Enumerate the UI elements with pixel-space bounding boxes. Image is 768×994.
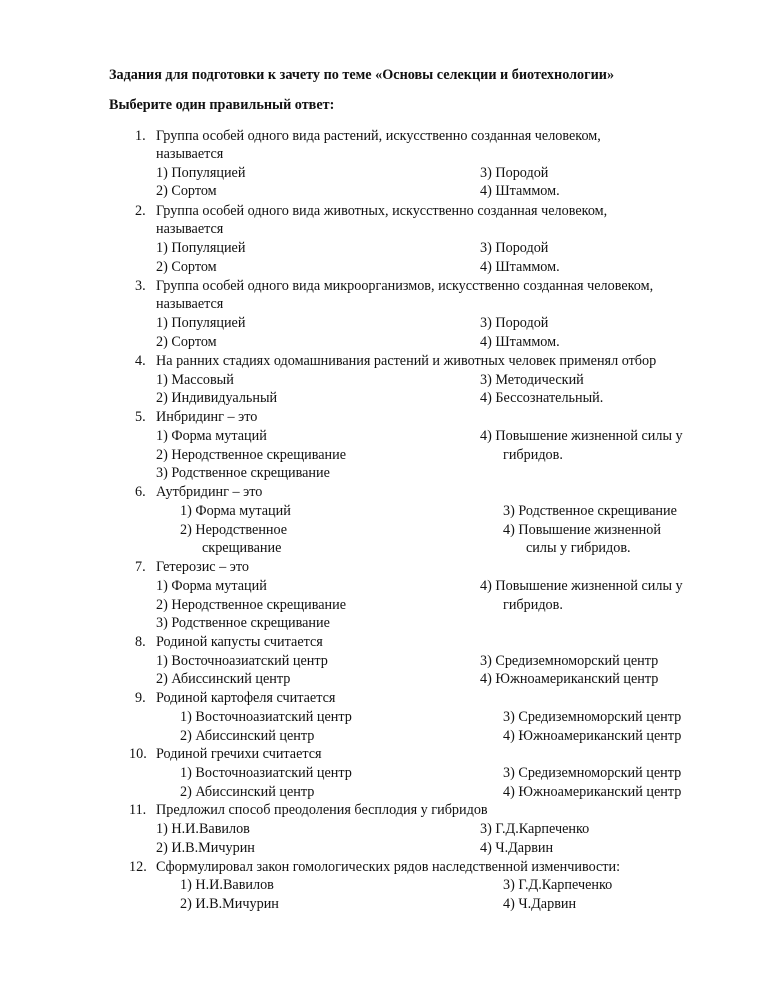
question-text: Аутбридинг – это — [156, 484, 263, 500]
question-number: 1. — [135, 128, 146, 144]
question-number: 4. — [135, 353, 146, 369]
question-number: 6. — [135, 484, 146, 500]
answer-option: 4) Ч.Дарвин — [480, 840, 554, 856]
question-text: Предложил способ преодоления бесплодия у гибридов — [156, 802, 488, 818]
answer-option: 4) Штаммом. — [480, 334, 560, 350]
document-title: Задания для подготовки к зачету по теме «Основы селекции и биотехнологии» — [109, 67, 615, 83]
answer-option: 4) Бессознательный. — [480, 390, 604, 406]
answer-option: скрещивание — [202, 540, 282, 556]
answer-option: 2) Сортом — [156, 183, 217, 199]
answer-option: 3) Породой — [480, 165, 549, 181]
question-number: 12. — [129, 859, 147, 875]
question-text: Родиной гречихи считается — [156, 746, 322, 762]
answer-option: 1) Восточноазиатский центр — [180, 709, 352, 725]
answer-option: 2) Абиссинский центр — [180, 728, 315, 744]
question-text: Группа особей одного вида растений, искусственно созданная человеком, — [156, 128, 601, 144]
answer-option: 1) Популяцией — [156, 315, 246, 331]
answer-option: 2) Неродственное скрещивание — [156, 447, 346, 463]
question-text: называется — [156, 296, 224, 312]
answer-option: 2) Сортом — [156, 334, 217, 350]
answer-option: 4) Повышение жизненной силы у — [480, 578, 683, 594]
question-number: 2. — [135, 203, 146, 219]
answer-option: 1) Массовый — [156, 372, 234, 388]
answer-option: 2) И.В.Мичурин — [180, 896, 279, 912]
answer-option: 1) Популяцией — [156, 165, 246, 181]
question-text: Родиной капусты считается — [156, 634, 323, 650]
answer-option: 1) Форма мутаций — [180, 503, 291, 519]
answer-option: 3) Средиземноморский центр — [480, 653, 659, 669]
answer-option: 1) Форма мутаций — [156, 428, 267, 444]
answer-option: 3) Методический — [480, 372, 584, 388]
answer-option: 2) Неродственное скрещивание — [156, 597, 346, 613]
question-text: На ранних стадиях одомашнивания растений и животных человек применял отбор — [156, 353, 657, 369]
answer-option: 3) Родственное скрещивание — [156, 465, 330, 481]
question-number: 7. — [135, 559, 146, 575]
answer-option: 3) Родственное скрещивание — [156, 615, 330, 631]
question-number: 10. — [129, 746, 147, 762]
answer-option: 4) Южноамериканский центр — [480, 671, 659, 687]
question-text: Инбридинг – это — [156, 409, 258, 425]
answer-option: 1) Восточноазиатский центр — [156, 653, 328, 669]
answer-option: 2) И.В.Мичурин — [156, 840, 255, 856]
answer-option: 1) Восточноазиатский центр — [180, 765, 352, 781]
question-number: 3. — [135, 278, 146, 294]
answer-option: 2) Неродственное — [180, 522, 288, 538]
answer-option: 3) Породой — [480, 240, 549, 256]
question-number: 9. — [135, 690, 146, 706]
answer-option: 3) Средиземноморский центр — [503, 765, 682, 781]
question-text: называется — [156, 221, 224, 237]
answer-option: гибридов. — [503, 597, 563, 613]
answer-option: 2) Сортом — [156, 259, 217, 275]
answer-option: 4) Южноамериканский центр — [503, 784, 682, 800]
question-text: Группа особей одного вида микроорганизмов, искусственно созданная человеком, — [156, 278, 654, 294]
answer-option: 4) Ч.Дарвин — [503, 896, 577, 912]
answer-option: 3) Средиземноморский центр — [503, 709, 682, 725]
answer-option: 3) Г.Д.Карпеченко — [480, 821, 590, 837]
question-text: называется — [156, 146, 224, 162]
answer-option: силы у гибридов. — [526, 540, 631, 556]
answer-option: 1) Популяцией — [156, 240, 246, 256]
question-text: Группа особей одного вида животных, искусственно созданная человеком, — [156, 203, 608, 219]
answer-option: 2) Индивидуальный — [156, 390, 278, 406]
question-text: Сформулировал закон гомологических рядов наследственной изменчивости: — [156, 859, 621, 875]
answer-option: 2) Абиссинский центр — [180, 784, 315, 800]
answer-option: 1) Форма мутаций — [156, 578, 267, 594]
answer-option: 4) Южноамериканский центр — [503, 728, 682, 744]
answer-option: 3) Породой — [480, 315, 549, 331]
question-number: 8. — [135, 634, 146, 650]
question-number: 5. — [135, 409, 146, 425]
answer-option: 4) Повышение жизненной силы у — [480, 428, 683, 444]
instruction: Выберите один правильный ответ: — [109, 97, 335, 113]
answer-option: 3) Родственное скрещивание — [503, 503, 677, 519]
question-number: 11. — [129, 802, 147, 818]
answer-option: 4) Штаммом. — [480, 259, 560, 275]
answer-option: 4) Штаммом. — [480, 183, 560, 199]
answer-option: 1) Н.И.Вавилов — [156, 821, 250, 837]
question-text: Гетерозис – это — [156, 559, 249, 575]
answer-option: 1) Н.И.Вавилов — [180, 877, 274, 893]
answer-option: 4) Повышение жизненной — [503, 522, 661, 538]
answer-option: 2) Абиссинский центр — [156, 671, 291, 687]
question-text: Родиной картофеля считается — [156, 690, 336, 706]
answer-option: 3) Г.Д.Карпеченко — [503, 877, 613, 893]
answer-option: гибридов. — [503, 447, 563, 463]
